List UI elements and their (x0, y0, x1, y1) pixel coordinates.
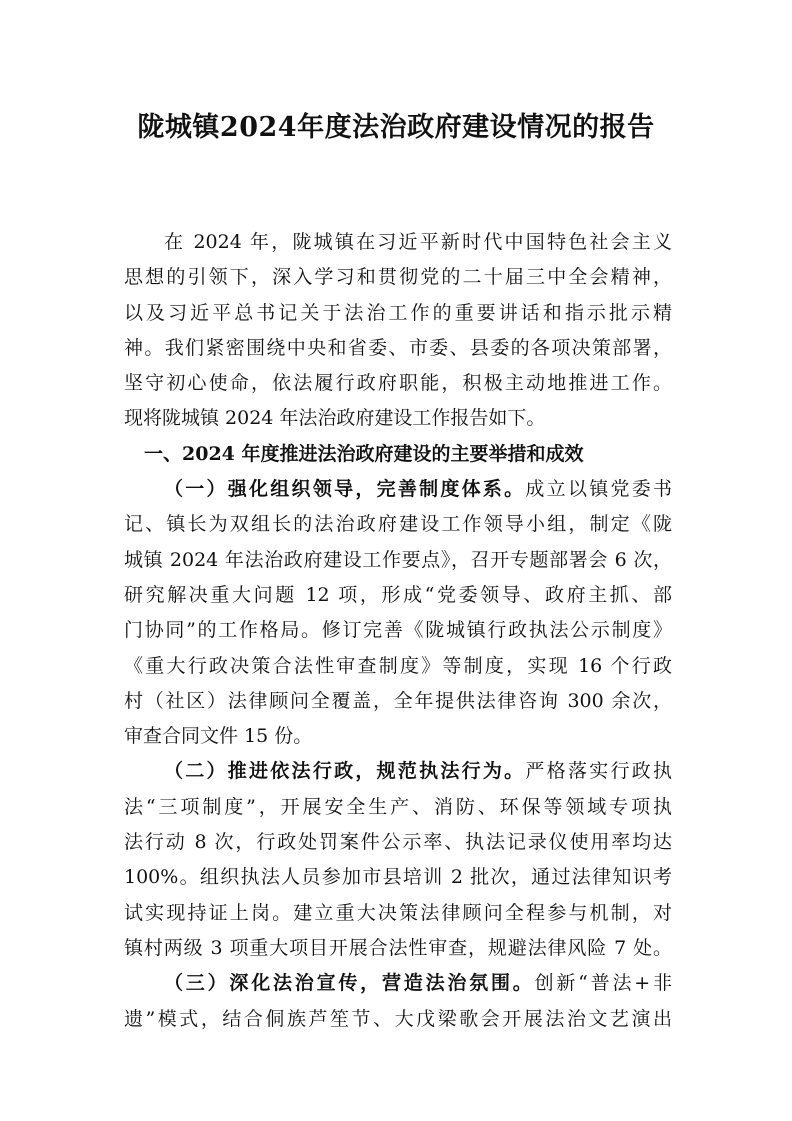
text-line: 记、镇长为双组长的法治政府建设工作领导小组，制定《陇 (124, 513, 672, 536)
page-title: 陇城镇2024年度法治政府建设情况的报告 (137, 112, 655, 143)
text-line: 坚守初心使命，依法履行政府职能，积极主动地推进工作。 (124, 372, 672, 395)
subsection-heading: （一）强化组织领导，完善制度体系。 (164, 478, 526, 501)
text-line: 思想的引领下，深入学习和贯彻党的二十届三中全会精神， (124, 266, 672, 289)
text-line: 在 2024 年，陇城镇在习近平新时代中国特色社会主义 (164, 231, 672, 253)
subsection-2 (124, 754, 672, 966)
text-fragment: 严格落实行政执 (525, 760, 672, 783)
subsection-heading: （二）推进依法行政，规范执法行为。 (164, 760, 526, 783)
text-fragment: 创新“普法+非 (534, 972, 672, 995)
text-line (124, 472, 672, 507)
subsection-1 (124, 472, 672, 754)
text-line (124, 754, 672, 789)
text-line: 100%。组织执法人员参加市县培训 2 批次，通过法律知识考 (124, 866, 672, 889)
subsection-3 (124, 966, 672, 1037)
section-heading: 一、2024 年度推进法治政府建设的主要举措和成效 (144, 442, 584, 465)
text-line: 研究解决重大问题 12 项，形成“党委领导、政府主抓、部 (124, 583, 672, 606)
text-line (124, 966, 672, 1001)
text-line: 城镇 2024 年法治政府建设工作要点》，召开专题部署会 6 次， (124, 548, 672, 571)
text-line: 审查合同文件 15 份。 (124, 725, 313, 748)
text-line: 法“三项制度”，开展安全生产、消防、环保等领域专项执 (124, 795, 672, 818)
text-line: 神。我们紧密围绕中央和省委、市委、县委的各项决策部署， (124, 336, 672, 359)
intro-paragraph (124, 225, 672, 437)
text-line: 现将陇城镇 2024 年法治政府建设工作报告如下。 (124, 407, 546, 430)
text-line: 试实现持证上岗。建立重大决策法律顾问全程参与机制，对 (124, 901, 672, 924)
document-body (124, 225, 672, 1037)
text-line: 镇村两级 3 项重大项目开展合法性审查，规避法律风险 7 处。 (124, 936, 672, 959)
text-line: 门协同”的工作格局。修订完善《陇城镇行政执法公示制度》 (124, 619, 672, 642)
text-line: 遗”模式，结合侗族芦笙节、大戊梁歌会开展法治文艺演出 (124, 1007, 672, 1030)
subsection-heading: （三）深化法治宣传，营造法治氛围。 (164, 972, 535, 995)
text-line: 法行动 8 次，行政处罚案件公示率、执法记录仪使用率均达 (124, 831, 672, 854)
text-line: 《重大行政决策合法性审查制度》等制度，实现 16 个行政 (124, 654, 672, 677)
text-fragment: 成立以镇党委书 (525, 478, 672, 501)
text-line: 以及习近平总书记关于法治工作的重要讲话和指示批示精 (124, 301, 672, 324)
text-line: 村（社区）法律顾问全覆盖，全年提供法律咨询 300 余次， (124, 689, 672, 712)
